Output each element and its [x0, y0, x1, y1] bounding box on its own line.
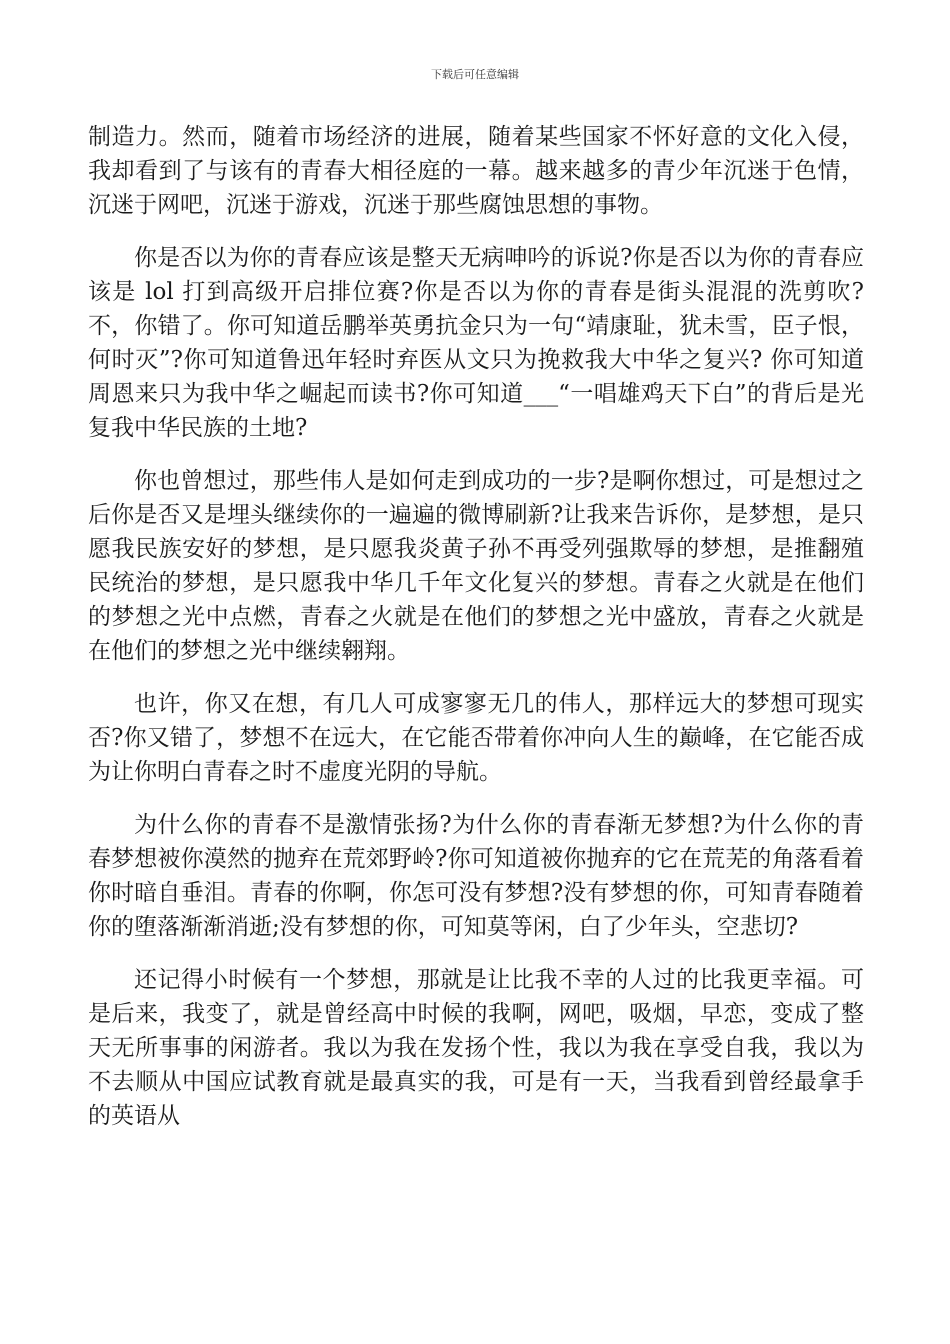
paragraph-3: 你也曾想过，那些伟人是如何走到成功的一步?是啊你想过，可是想过之后你是否又是埋头继续你的一遍遍的微博刷新?让我来告诉你，是梦想，是只愿我民族安好的梦想，是只愿我炎黄子孙不再受列强欺辱的梦想，是推翻殖民统治的梦想，是只愿我中华几千年文化复兴的梦想。青春之火就是在他们的梦想之光中点燃，青春之火就是在他们的梦想之光中盛放，青春之火就是在他们的梦想之光中继续翱翔。	[88, 468, 864, 664]
paragraph-2: 你是否以为你的青春应该是整天无病呻吟的诉说?你是否以为你的青春应该是 lol 打到高级开启排位赛?你是否以为你的青春是街头混混的洗剪吹?不，你错了。你可知道岳鹏举英勇抗金只为一句“靖康耻，犹未雪，臣子恨，何时灭”?你可知道鲁迅年轻时弃医从文只为挽救我大中华之复兴? 你可知道周恩来只为我中华之崛起而读书?你可知道___“一唱雄鸡天下白”的背后是光复我中华民族的土地?	[88, 245, 864, 441]
document-body	[88, 120, 864, 1152]
paragraph-1: 制造力。然而，随着市场经济的进展，随着某些国家不怀好意的文化入侵，我却看到了与该有的青春大相径庭的一幕。越来越多的青少年沉迷于色情，沉迷于网吧，沉迷于游戏，沉迷于那些腐蚀思想的事物。	[88, 124, 864, 218]
paragraph-4: 也许，你又在想，有几人可成寥寥无几的伟人，那样远大的梦想可现实否?你又错了，梦想不在远大，在它能否带着你冲向人生的巅峰，在它能否成为让你明白青春之时不虚度光阴的导航。	[88, 691, 864, 785]
paragraph-6: 还记得小时候有一个梦想，那就是让比我不幸的人过的比我更幸福。可是后来，我变了，就是曾经高中时候的我啊，网吧，吸烟，早恋，变成了整天无所事事的闲游者。我以为我在发扬个性，我以为我在享受自我，我以为不去顺从中国应试教育就是最真实的我，可是有一天，当我看到曾经最拿手的英语从	[88, 967, 864, 1129]
paragraph-5: 为什么你的青春不是激情张扬?为什么你的青春渐无梦想?为什么你的青春梦想被你漠然的抛弃在荒郊野岭?你可知道被你抛弃的它在荒芜的角落看着你时暗自垂泪。青春的你啊，你怎可没有梦想?没有梦想的你，可知青春随着你的堕落渐渐消逝;没有梦想的你，可知莫等闲，白了少年头，空悲切?	[88, 812, 864, 940]
page-header: 下载后可任意编辑	[431, 68, 519, 81]
